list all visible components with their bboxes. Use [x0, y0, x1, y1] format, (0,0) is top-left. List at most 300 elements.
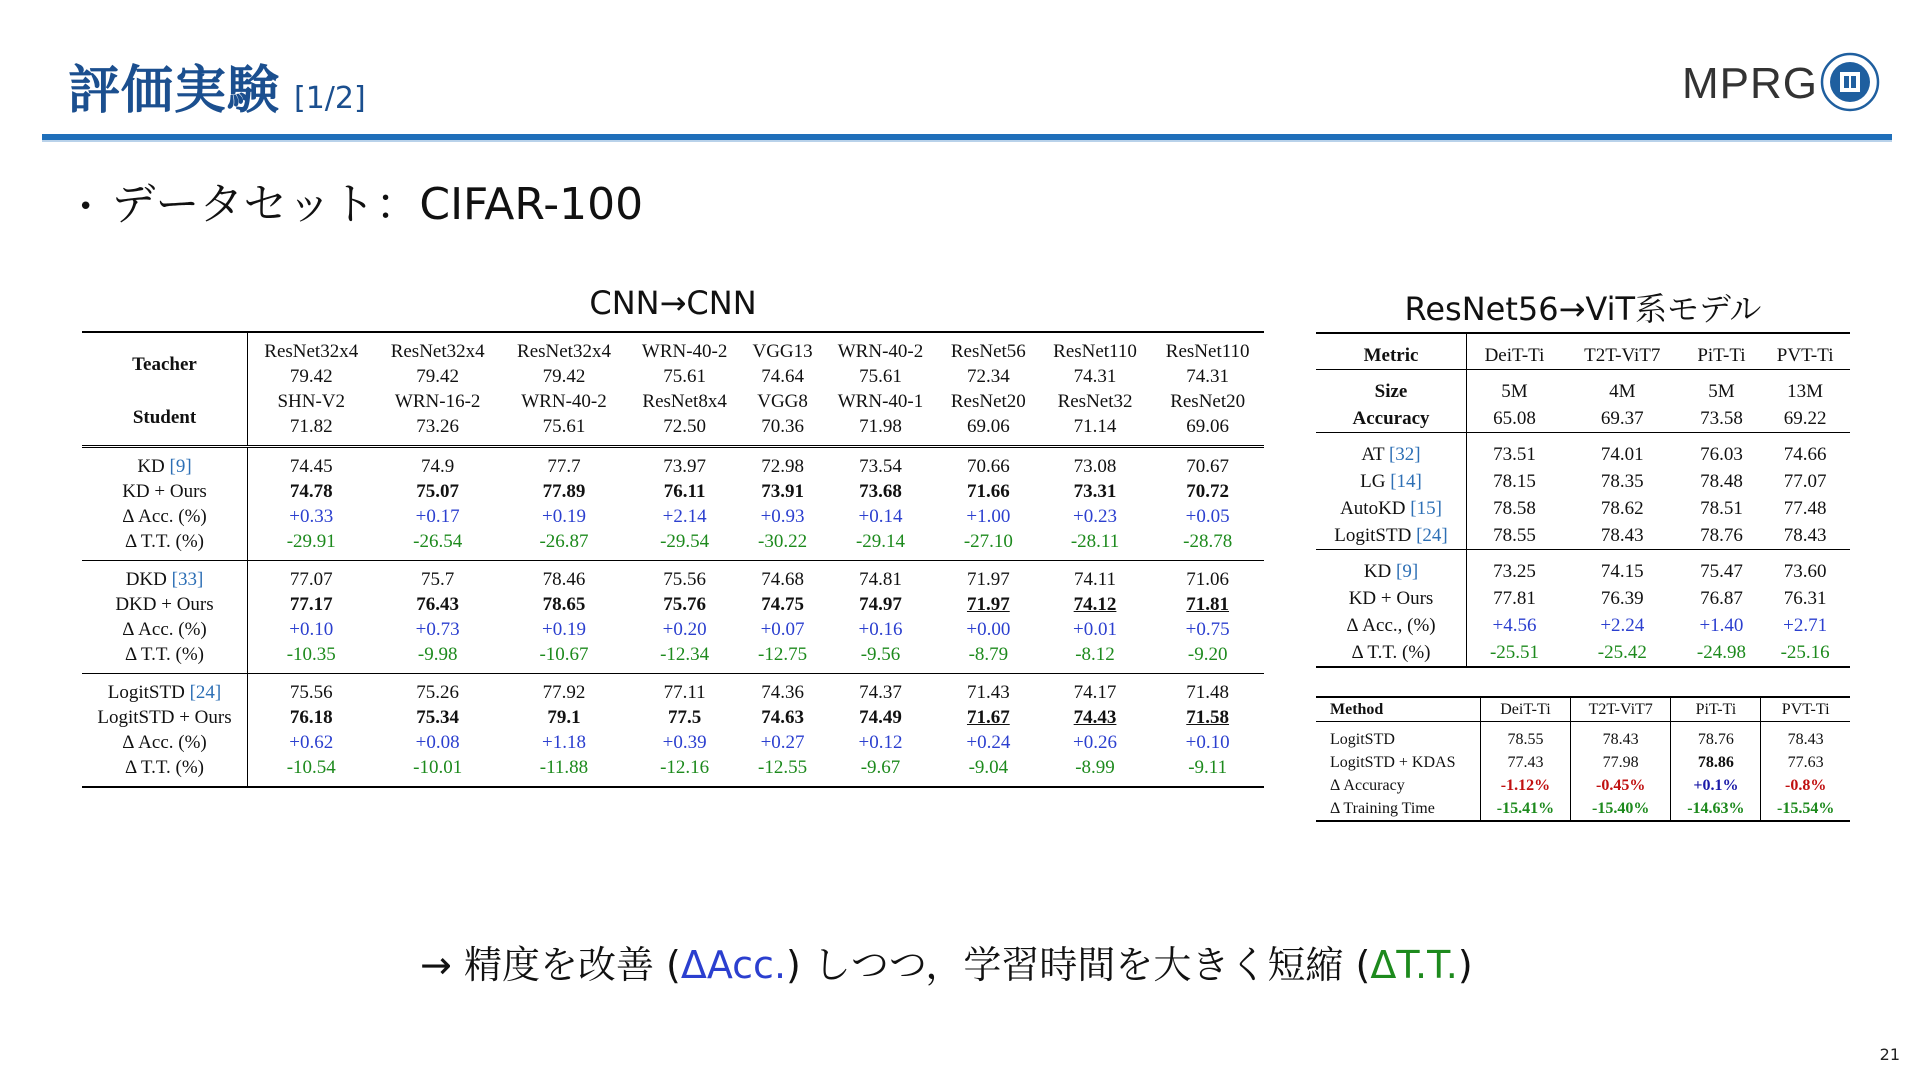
value-cell: -25.16: [1760, 639, 1850, 667]
value-cell: 74.37: [823, 674, 938, 706]
table-row: [1316, 612, 1850, 639]
row-label: [1316, 550, 1467, 586]
method-name: LogitSTD: [1334, 525, 1412, 546]
value-cell: 74.9: [375, 447, 501, 480]
value-cell: 77.98: [1570, 751, 1671, 774]
size-label: Size: [1316, 370, 1467, 406]
value-cell: -29.54: [660, 531, 710, 552]
value-cell: 78.43: [1783, 525, 1827, 546]
value-cell: +0.75: [1185, 619, 1230, 640]
table-row: [82, 674, 1264, 706]
value-cell: +0.12: [858, 732, 903, 753]
row-label: Δ Acc., (%): [1316, 612, 1467, 639]
value-cell: +1.00: [966, 506, 1011, 527]
value-cell: -9.11: [1151, 755, 1264, 787]
value-cell: 76.87: [1700, 588, 1743, 609]
value-cell: 77.48: [1783, 498, 1827, 519]
value-cell: +0.19: [542, 506, 586, 527]
conclusion-tt: ΔT.T.: [1370, 943, 1458, 987]
value-cell: 74.66: [1760, 433, 1850, 469]
value-cell: +0.1%: [1671, 774, 1761, 797]
value-cell: 74.11: [1039, 561, 1152, 593]
method-name: AT: [1361, 444, 1385, 465]
conclusion-part3: ): [1457, 943, 1473, 987]
value-cell: -9.98: [417, 644, 458, 665]
row-label: [1316, 522, 1467, 550]
table-row: [82, 755, 1264, 787]
model-name: ResNet32x4: [501, 332, 627, 364]
value-cell: 78.76: [1700, 525, 1743, 546]
value-cell: +0.07: [760, 619, 805, 640]
value-cell: 78.62: [1600, 498, 1644, 519]
value-cell: -0.8%: [1761, 774, 1850, 797]
value-cell: 77.5: [668, 707, 702, 728]
row-label: KD + Ours: [1316, 585, 1467, 612]
value-cell: 77.81: [1493, 588, 1536, 609]
value-cell: -28.78: [1183, 531, 1233, 552]
value-cell: -9.67: [823, 755, 938, 787]
conclusion-arrow-icon: →: [420, 943, 452, 987]
value-cell: 71.58: [1186, 707, 1230, 728]
value-cell: 73.25: [1467, 550, 1562, 586]
model-name: T2T-ViT7: [1570, 697, 1671, 722]
value-cell: +4.56: [1492, 615, 1537, 636]
value-cell: 74.15: [1562, 550, 1683, 586]
model-name: PVT-Ti: [1760, 333, 1850, 370]
header-row: [1316, 697, 1850, 722]
value-cell: 76.18: [289, 707, 333, 728]
value-cell: 71.43: [938, 674, 1039, 706]
model-name: WRN-16-2: [394, 391, 481, 412]
table-row: [1316, 585, 1850, 612]
method-name: DKD: [125, 569, 167, 590]
value-cell: 76.03: [1683, 433, 1761, 469]
value-cell: 74.43: [1073, 707, 1117, 728]
value-cell: +0.24: [966, 732, 1011, 753]
value-cell: -30.22: [758, 531, 808, 552]
value-cell: 70.67: [1151, 447, 1264, 480]
model-accuracy: 72.34: [966, 366, 1010, 387]
model-accuracy: 75.61: [859, 366, 902, 387]
row-label: DKD + Ours: [82, 592, 248, 617]
teacher-label: Teacher: [82, 332, 248, 389]
value-cell: 73.31: [1073, 481, 1117, 502]
value-cell: 71.67: [966, 707, 1010, 728]
accuracy-row: [1316, 405, 1850, 433]
value-cell: -26.54: [413, 531, 463, 552]
model-name: ResNet110: [1151, 332, 1264, 364]
value-cell: +0.20: [662, 619, 707, 640]
row-label: LogitSTD: [1316, 722, 1481, 752]
header-row: [82, 389, 1264, 414]
value-cell: -0.45%: [1570, 774, 1671, 797]
value-cell: +0.93: [760, 506, 805, 527]
table-row: [82, 529, 1264, 561]
value-cell: +0.62: [289, 732, 334, 753]
row-label: Δ Acc. (%): [82, 730, 248, 755]
row-label: [82, 674, 248, 706]
value-cell: +0.26: [1073, 732, 1118, 753]
value-cell: 73.51: [1467, 433, 1562, 469]
value-cell: -11.88: [501, 755, 627, 787]
table-row: [1316, 433, 1850, 469]
value-cell: 74.49: [859, 707, 902, 728]
table-row: [1316, 797, 1850, 821]
value-cell: +0.05: [1185, 506, 1230, 527]
citation-link[interactable]: [14]: [1390, 471, 1422, 492]
value-cell: -25.51: [1467, 639, 1562, 667]
metric-label: Metric: [1316, 333, 1467, 370]
row-label: Δ T.T. (%): [82, 755, 248, 787]
value-cell: +2.24: [1600, 615, 1645, 636]
value-cell: +2.71: [1783, 615, 1828, 636]
model-name: SHN-V2: [277, 391, 346, 412]
value-cell: 78.43: [1761, 722, 1850, 752]
model-name: ResNet56: [938, 332, 1039, 364]
value-cell: 70.66: [938, 447, 1039, 480]
slide-title: [68, 48, 366, 123]
table-row: [1316, 522, 1850, 550]
value-cell: 74.01: [1562, 433, 1683, 469]
value-cell: -15.40%: [1570, 797, 1671, 821]
slide-title-text: 評価実験: [68, 61, 281, 121]
model-size: 5M: [1683, 370, 1761, 406]
mprg-logo: [1680, 52, 1880, 114]
value-cell: 71.81: [1186, 594, 1230, 615]
row-label: Δ Acc. (%): [82, 617, 248, 642]
citation-link[interactable]: [9]: [1396, 561, 1419, 582]
model-name: WRN-40-1: [837, 391, 924, 412]
model-name: ResNet20: [950, 391, 1026, 412]
model-accuracy: 71.14: [1073, 416, 1117, 437]
method-label: Method: [1316, 697, 1481, 722]
value-cell: 74.45: [248, 447, 375, 480]
model-accuracy: 69.37: [1600, 408, 1644, 429]
value-cell: +0.16: [858, 619, 903, 640]
value-cell: 78.35: [1600, 471, 1644, 492]
value-cell: -15.54%: [1761, 797, 1850, 821]
value-cell: 78.58: [1493, 498, 1536, 519]
value-cell: 78.43: [1600, 525, 1644, 546]
value-cell: -26.87: [539, 531, 589, 552]
value-cell: +0.27: [760, 732, 805, 753]
header-row: [1316, 333, 1850, 370]
value-cell: -12.34: [660, 644, 710, 665]
value-cell: 78.51: [1700, 498, 1743, 519]
header-row: [82, 364, 1264, 389]
model-size: 4M: [1562, 370, 1683, 406]
method-name: AutoKD: [1340, 498, 1406, 519]
model-name: ResNet110: [1039, 332, 1152, 364]
model-accuracy: 65.08: [1493, 408, 1536, 429]
row-label: LogitSTD + Ours: [82, 705, 248, 730]
value-cell: 74.36: [742, 674, 823, 706]
table-row: [1316, 722, 1850, 752]
model-name: PVT-Ti: [1761, 697, 1850, 722]
model-accuracy: 75.61: [663, 366, 706, 387]
row-label: Δ T.T. (%): [1316, 639, 1467, 667]
value-cell: 71.06: [1151, 561, 1264, 593]
value-cell: 77.07: [1783, 471, 1827, 492]
model-name: T2T-ViT7: [1562, 333, 1683, 370]
model-accuracy: 73.58: [1700, 408, 1743, 429]
model-size: 5M: [1467, 370, 1562, 406]
method-name: LogitSTD: [107, 682, 185, 703]
table-row: [82, 730, 1264, 755]
slide-subtitle: [1/2]: [294, 81, 366, 116]
conclusion-part1: 精度を改善 (: [463, 943, 681, 987]
table-row: [1316, 468, 1850, 495]
model-size: 13M: [1760, 370, 1850, 406]
accuracy-label: Accuracy: [1316, 405, 1467, 433]
value-cell: 75.76: [663, 594, 706, 615]
row-label: [1316, 495, 1467, 522]
table-row: [1316, 550, 1850, 586]
table-row: [82, 592, 1264, 617]
value-cell: 75.56: [627, 561, 742, 593]
model-name: DeiT-Ti: [1481, 697, 1571, 722]
value-cell: -24.98: [1683, 639, 1761, 667]
value-cell: 77.17: [289, 594, 333, 615]
value-cell: 74.17: [1039, 674, 1152, 706]
value-cell: 78.55: [1481, 722, 1571, 752]
value-cell: 74.68: [742, 561, 823, 593]
value-cell: +0.08: [415, 732, 460, 753]
citation-link[interactable]: [32]: [1388, 444, 1421, 465]
model-name: ResNet32x4: [375, 332, 501, 364]
value-cell: 70.72: [1186, 481, 1230, 502]
value-cell: -10.35: [286, 644, 336, 665]
value-cell: 73.60: [1760, 550, 1850, 586]
value-cell: 73.54: [823, 447, 938, 480]
model-accuracy: 69.06: [966, 416, 1010, 437]
conclusion-part2: ) しつつ，学習時間を大きく短縮 (: [786, 943, 1371, 987]
value-cell: 76.39: [1600, 588, 1644, 609]
model-accuracy: 75.61: [542, 416, 586, 437]
value-cell: +0.73: [415, 619, 460, 640]
value-cell: -10.67: [539, 644, 589, 665]
value-cell: 78.46: [501, 561, 627, 593]
value-cell: -9.56: [860, 644, 901, 665]
model-name: ResNet20: [1170, 391, 1246, 412]
value-cell: -29.91: [286, 531, 336, 552]
value-cell: 75.47: [1683, 550, 1761, 586]
value-cell: 78.15: [1493, 471, 1536, 492]
value-cell: 74.97: [859, 594, 902, 615]
value-cell: -27.10: [963, 531, 1013, 552]
value-cell: 74.75: [761, 594, 804, 615]
value-cell: +0.17: [415, 506, 460, 527]
model-accuracy: 70.36: [761, 416, 804, 437]
model-accuracy: 72.50: [663, 416, 706, 437]
value-cell: 75.26: [375, 674, 501, 706]
university-seal-icon: [1822, 54, 1878, 110]
value-cell: +0.00: [966, 619, 1011, 640]
table-row: [1316, 495, 1850, 522]
row-label: [82, 561, 248, 593]
model-name: ResNet32: [1057, 391, 1133, 412]
table-row: [82, 705, 1264, 730]
table-row: [1316, 774, 1850, 797]
row-label: Δ Training Time: [1316, 797, 1481, 821]
model-name: WRN-40-2: [627, 332, 742, 364]
model-accuracy: 79.42: [542, 366, 586, 387]
value-cell: 71.97: [966, 594, 1010, 615]
value-cell: +2.14: [662, 506, 707, 527]
value-cell: +0.33: [289, 506, 334, 527]
value-cell: 73.68: [859, 481, 902, 502]
row-label: LogitSTD + KDAS: [1330, 754, 1456, 771]
model-accuracy: 79.42: [289, 366, 333, 387]
page-number: 21: [1879, 1045, 1900, 1064]
conclusion-text: [420, 934, 1473, 989]
header-row: [82, 332, 1264, 364]
row-label: [82, 447, 248, 480]
model-accuracy: 73.26: [416, 416, 460, 437]
value-cell: -8.99: [1039, 755, 1152, 787]
table-row: [82, 479, 1264, 504]
model-name: ResNet32x4: [248, 332, 375, 364]
header-row: [82, 414, 1264, 447]
bullet-dot-icon: •: [78, 192, 94, 222]
value-cell: 75.34: [416, 707, 460, 728]
value-cell: -8.79: [968, 644, 1009, 665]
value-cell: 74.63: [761, 707, 804, 728]
citation-link[interactable]: [15]: [1410, 498, 1442, 519]
value-cell: 79.1: [547, 707, 581, 728]
value-cell: -1.12%: [1481, 774, 1571, 797]
logo-text: MPRG: [1682, 59, 1818, 108]
value-cell: 74.81: [823, 561, 938, 593]
value-cell: +0.39: [662, 732, 707, 753]
value-cell: 77.92: [501, 674, 627, 706]
method-name: LG: [1360, 471, 1386, 492]
row-label: Δ Acc. (%): [82, 504, 248, 529]
value-cell: 76.31: [1783, 588, 1827, 609]
model-accuracy: 74.31: [1186, 366, 1230, 387]
method-name: KD: [137, 456, 165, 477]
value-cell: 73.97: [627, 447, 742, 480]
table-row: [82, 447, 1264, 480]
citation-link[interactable]: [24]: [189, 682, 222, 703]
table-row: [1316, 639, 1850, 667]
value-cell: 78.76: [1671, 722, 1761, 752]
value-cell: 77.07: [248, 561, 375, 593]
value-cell: 71.97: [938, 561, 1039, 593]
citation-link[interactable]: [24]: [1416, 525, 1448, 546]
model-accuracy: 74.31: [1073, 366, 1117, 387]
value-cell: +0.14: [858, 506, 903, 527]
table-row: [1316, 751, 1850, 774]
table-row: [82, 617, 1264, 642]
vit-results-table: [1316, 332, 1850, 668]
value-cell: +0.19: [542, 619, 586, 640]
conclusion-acc: ΔAcc.: [680, 943, 787, 987]
value-cell: 75.7: [375, 561, 501, 593]
value-cell: 77.63: [1761, 751, 1850, 774]
model-accuracy: 79.42: [416, 366, 460, 387]
value-cell: -12.75: [758, 644, 808, 665]
model-accuracy: 71.98: [859, 416, 902, 437]
value-cell: 77.7: [501, 447, 627, 480]
vit-section-title: ResNet56→ViT系モデル: [1404, 290, 1762, 328]
value-cell: 74.78: [289, 481, 333, 502]
value-cell: -9.04: [938, 755, 1039, 787]
kdas-comparison-table: [1316, 696, 1850, 822]
model-name: ResNet8x4: [642, 391, 727, 412]
model-accuracy: 74.64: [761, 366, 804, 387]
value-cell: 72.98: [742, 447, 823, 480]
citation-link[interactable]: [9]: [169, 456, 192, 477]
value-cell: -25.42: [1562, 639, 1683, 667]
size-row: [1316, 370, 1850, 406]
value-cell: -9.20: [1187, 644, 1228, 665]
row-label: Δ Accuracy: [1330, 777, 1405, 794]
model-accuracy: 71.82: [289, 416, 333, 437]
value-cell: -28.11: [1070, 531, 1120, 552]
value-cell: -15.41%: [1481, 797, 1571, 821]
dataset-bullet: [78, 168, 643, 232]
model-name: WRN-40-2: [521, 391, 607, 412]
value-cell: +1.40: [1699, 615, 1744, 636]
row-label: Δ T.T. (%): [82, 642, 248, 674]
citation-link[interactable]: [33]: [171, 569, 204, 590]
student-label: Student: [82, 389, 248, 447]
value-cell: 77.43: [1481, 751, 1571, 774]
table-row: [82, 561, 1264, 593]
value-cell: 73.08: [1039, 447, 1152, 480]
value-cell: 75.07: [416, 481, 460, 502]
value-cell: 77.11: [627, 674, 742, 706]
row-label: Δ T.T. (%): [82, 529, 248, 561]
value-cell: 76.11: [663, 481, 706, 502]
value-cell: 71.48: [1151, 674, 1264, 706]
model-accuracy: 69.22: [1783, 408, 1827, 429]
method-name: KD: [1363, 561, 1392, 582]
value-cell: +0.10: [1185, 732, 1230, 753]
value-cell: +0.23: [1073, 506, 1118, 527]
value-cell: 74.12: [1073, 594, 1117, 615]
value-cell: -8.12: [1075, 644, 1115, 665]
model-name: VGG13: [742, 332, 823, 364]
value-cell: 78.43: [1570, 722, 1671, 752]
value-cell: -29.14: [855, 531, 906, 552]
table-row: [82, 642, 1264, 674]
value-cell: -10.01: [375, 755, 501, 787]
row-label: [1316, 433, 1467, 469]
value-cell: -12.55: [742, 755, 823, 787]
header-divider-shadow: [42, 140, 1892, 142]
table-row: [82, 504, 1264, 529]
value-cell: 78.65: [542, 594, 586, 615]
model-name: PiT-Ti: [1683, 333, 1761, 370]
value-cell: -12.16: [627, 755, 742, 787]
value-cell: 73.91: [761, 481, 804, 502]
model-name: VGG8: [757, 391, 808, 412]
cnn-results-table: [82, 331, 1264, 788]
row-label: [1316, 468, 1467, 495]
value-cell: 78.48: [1700, 471, 1743, 492]
dataset-text: データセット：CIFAR-100: [111, 179, 644, 230]
value-cell: +0.10: [289, 619, 334, 640]
model-name: PiT-Ti: [1671, 697, 1761, 722]
model-name: DeiT-Ti: [1467, 333, 1562, 370]
value-cell: 77.89: [542, 481, 586, 502]
value-cell: 75.56: [248, 674, 375, 706]
model-name: WRN-40-2: [823, 332, 938, 364]
row-label: KD + Ours: [82, 479, 248, 504]
value-cell: 78.55: [1493, 525, 1536, 546]
